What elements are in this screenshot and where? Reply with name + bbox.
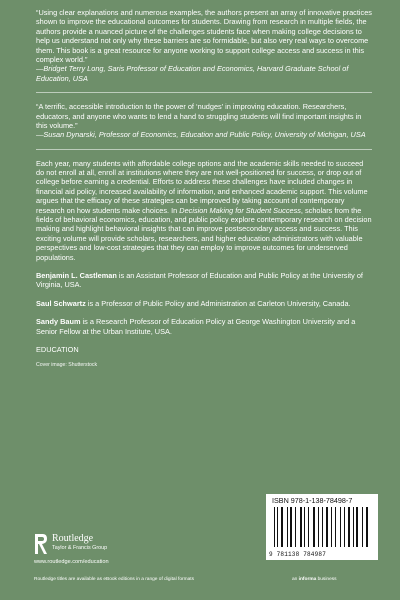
informa-suffix: business bbox=[316, 577, 337, 582]
barcode-bar bbox=[362, 507, 363, 547]
cover-credit: Cover image: Shutterstock bbox=[36, 362, 98, 369]
barcode-bar bbox=[284, 507, 285, 547]
description-part-1: Each year, many students with affordable college options and the academic skills needed to succeed do not enroll at all, enroll at institutions where they are not well-positioned for success, or drop out of college before earning a credential. Efforts to address these challenges have included changes in financial aid policy, increased availability of information, and enhanced academic support. This volume argues that the efficacy of these strategies can be improved by taking account of contemporary research on how students make choices. In bbox=[36, 158, 368, 215]
informa-prefix: an bbox=[292, 577, 299, 582]
routledge-logo-icon bbox=[34, 533, 48, 555]
endorsement-2-text: “A terrific, accessible introduction to the power of ‘nudges’ in improving education. Researchers, educators, and anyone who wants to lend a hand to struggling students will find important insights in this volume.” bbox=[36, 102, 362, 130]
barcode-bar bbox=[308, 507, 309, 547]
author-bio bbox=[36, 317, 372, 336]
barcode-bar bbox=[316, 507, 317, 547]
subject-category: EDUCATION bbox=[36, 344, 79, 354]
divider-line bbox=[36, 92, 372, 93]
author-name: Sandy Baum bbox=[36, 317, 81, 327]
barcode-bar bbox=[341, 507, 343, 547]
barcode-bar bbox=[304, 507, 305, 547]
barcode-bar bbox=[335, 507, 336, 547]
barcode-bar bbox=[290, 507, 291, 547]
barcode-bar bbox=[348, 507, 349, 547]
publisher-url: www.routledge.com/education bbox=[34, 559, 109, 565]
publisher-group: Taylor & Francis Group bbox=[52, 545, 108, 551]
barcode-bar bbox=[329, 507, 330, 547]
barcode-bar bbox=[355, 507, 356, 547]
barcode-bar bbox=[368, 507, 369, 547]
endorsement-1-attribution: —Bridget Terry Long, Saris Professor of Education and Economics, Harvard Graduate School of Education, USA bbox=[36, 64, 349, 83]
publisher-name: Routledge bbox=[52, 533, 94, 544]
barcode-bars bbox=[274, 507, 370, 547]
barcode-bar bbox=[318, 507, 319, 547]
back-cover-text bbox=[36, 8, 372, 369]
barcode-bar bbox=[295, 507, 296, 547]
barcode-bar bbox=[288, 507, 289, 547]
divider-line bbox=[36, 149, 372, 150]
barcode-bar bbox=[322, 507, 323, 547]
endorsement-2-attribution: —Susan Dynarski, Professor of Economics, Education and Public Policy, University of Michigan, USA bbox=[36, 130, 366, 140]
barcode-bar bbox=[331, 507, 332, 547]
barcode-bar bbox=[310, 507, 311, 547]
barcode-bar bbox=[364, 507, 365, 547]
description-part-2: , scholars from the fields of behavioral economics, education, and public policy explore contemporary research on decision making and highlight behavioral insights that can improve postsecondary access and success. This exciting volume will provide scholars, researchers, and higher education administrators with valuable perspectives and low-cost strategies that they can employ to improve outcomes for underserved populations. bbox=[36, 205, 372, 262]
isbn-barcode bbox=[266, 494, 378, 560]
barcode-bar bbox=[277, 507, 278, 547]
author-bio-text: is an Assistant Professor of Education and Public Policy at the University of Virginia, USA. bbox=[36, 270, 363, 290]
book-description bbox=[36, 159, 372, 262]
author-bio bbox=[36, 299, 372, 308]
isbn-text: ISBN 978-1-138-78498-7 bbox=[272, 496, 353, 505]
author-bio bbox=[36, 271, 372, 290]
barcode-digits: 9 781138 784987 bbox=[269, 551, 327, 558]
barcode-bar bbox=[351, 507, 352, 547]
endorsement-1 bbox=[36, 8, 372, 83]
book-title: Decision Making for Student Success bbox=[179, 205, 301, 215]
barcode-bar bbox=[302, 507, 303, 547]
barcode-bar bbox=[275, 507, 276, 547]
author-name: Benjamin L. Castleman bbox=[36, 270, 117, 280]
barcode-bar bbox=[337, 507, 338, 547]
ebook-note: Routledge titles are available as eBook editions in a range of digital formats bbox=[34, 577, 194, 582]
endorsement-1-text: “Using clear explanations and numerous examples, the authors present an array of innovative practices shown to improve the educational outcomes for students. Drawing from research in multiple fields, the authors provide a nuanced picture of the challenges students face when making college decisions to help us understand not only why these barriers are so formidable, but also very real ways to overcome them. This book is a great resource for anyone working to support college access and success in this complex world.” bbox=[36, 8, 372, 64]
barcode-bar bbox=[324, 507, 325, 547]
author-bio-text: is a Research Professor of Education Policy at George Washington University and a Senior Fellow at the Urban Institute, USA. bbox=[36, 317, 356, 336]
author-name: Saul Schwartz bbox=[36, 298, 86, 308]
author-bio-text: is a Professor of Public Policy and Administration at Carleton University, Canada. bbox=[85, 298, 351, 308]
endorsement-2 bbox=[36, 102, 372, 140]
barcode-bar bbox=[344, 507, 345, 547]
barcode-bar bbox=[356, 507, 357, 547]
informa-word: informa bbox=[298, 577, 317, 582]
barcode-bar bbox=[297, 507, 299, 547]
barcode-bar bbox=[281, 507, 283, 547]
informa-note bbox=[292, 577, 337, 582]
